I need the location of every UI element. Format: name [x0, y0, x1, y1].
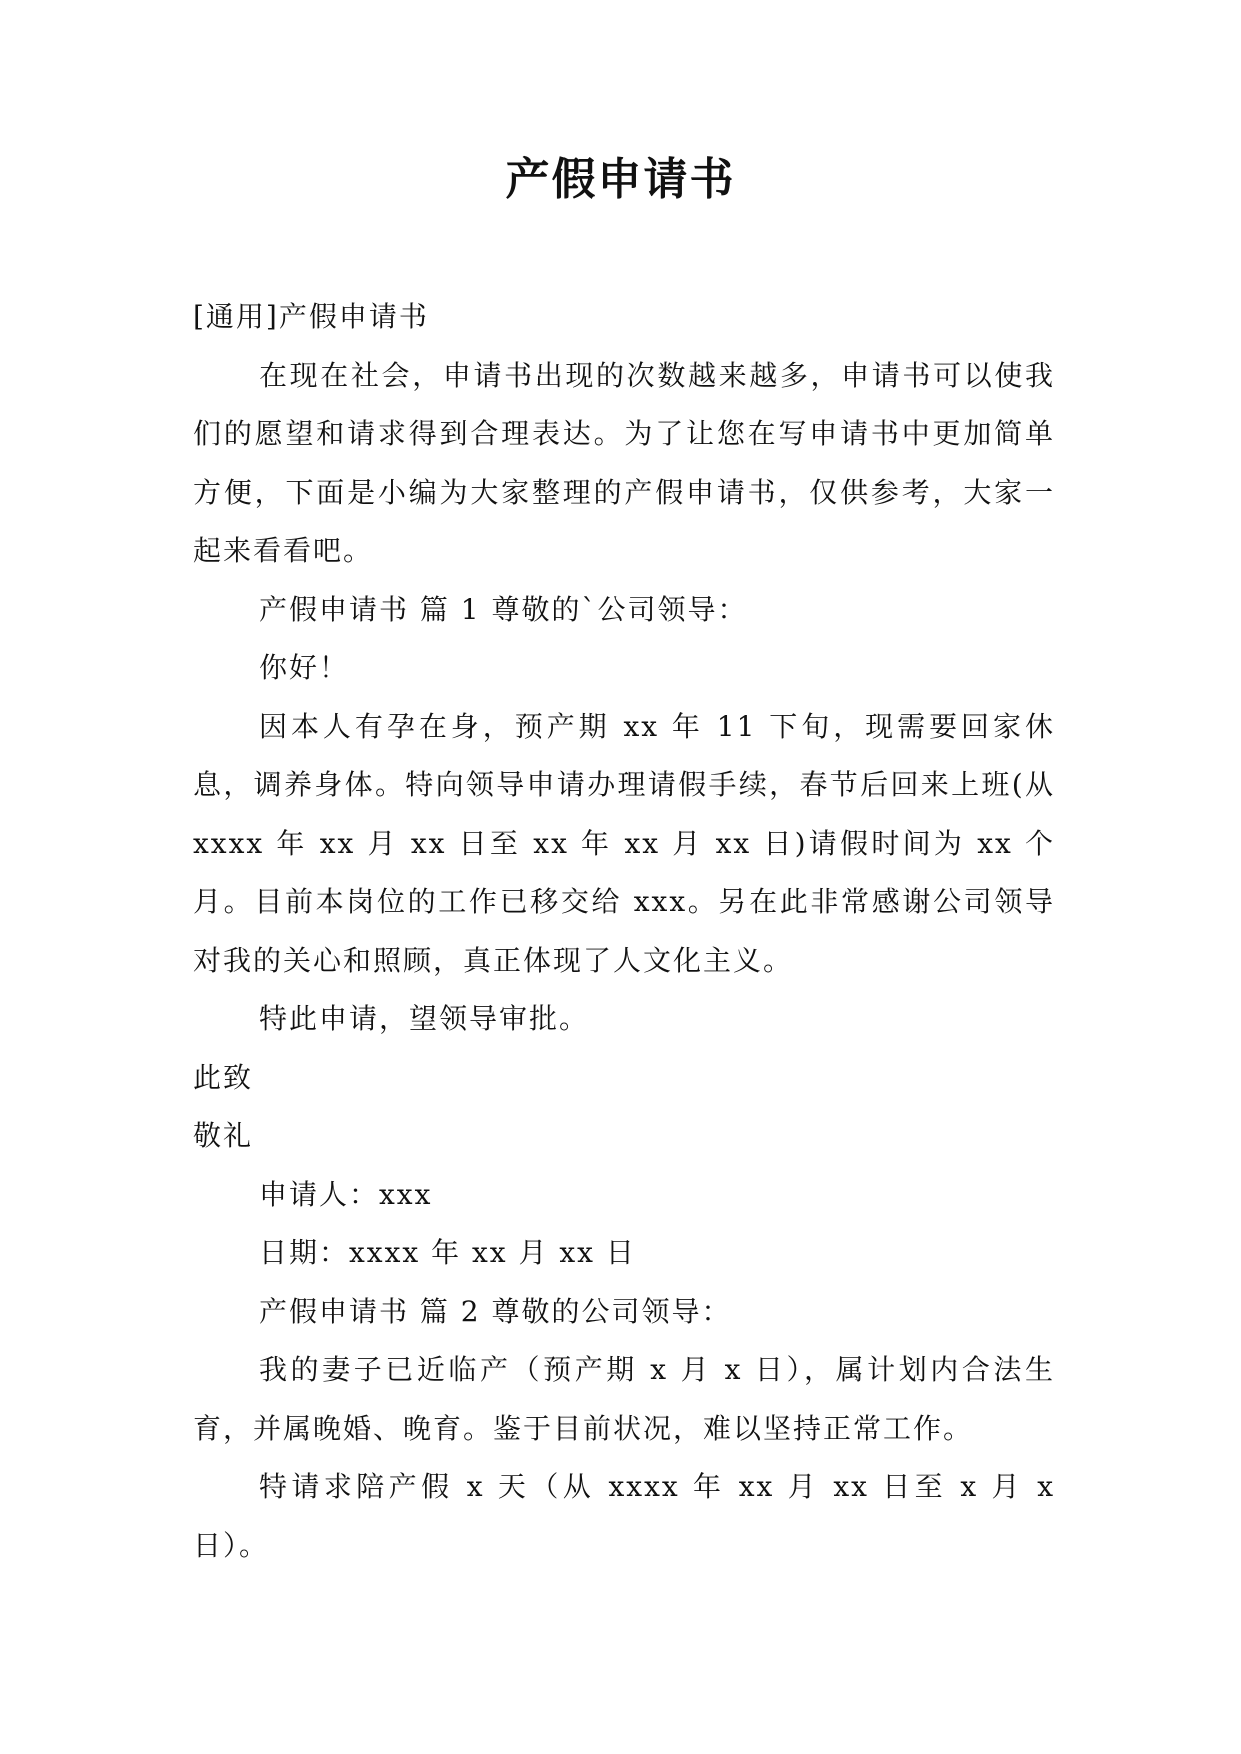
section-1-request: 特此申请，望领导审批。 — [259, 1002, 590, 1035]
date-line: 日期：xxxx 年 xx 月 xx 日 — [259, 1236, 636, 1269]
closing-regards: 敬礼 — [193, 1119, 254, 1152]
section-1-heading: 产假申请书 篇 1 尊敬的`公司领导： — [259, 592, 748, 626]
section-2-request: 特请求陪产假 x 天（从 xxxx 年 xx 月 xx 日至 x 月 x 日）。 — [193, 1470, 1055, 1562]
intro-paragraph: 在现在社会，申请书出现的次数越来越多，申请书可以使我们的愿望和请求得到合理表达。为了让您在写申请书中更加简单方便，下面是小编为大家整理的产假申请书，仅供参考，大家一起来看看吧。 — [193, 358, 1055, 567]
greeting: 你好！ — [259, 651, 350, 684]
document-title: 产假申请书 — [505, 154, 736, 205]
subtitle-line: [通用]产假申请书 — [193, 300, 429, 333]
document-body — [193, 288, 1055, 1575]
section-1-body: 因本人有孕在身，预产期 xx 年 11 下旬，现需要回家休息，调养身体。特向领导申请办理请假手续，春节后回来上班(从 xxxx 年 xx 月 xx 日至 xx 年 xx 月 xx 日)请假时间为 xx 个月。目前本岗位的工作已移交给 xxx。另在此非常感谢公司领导对我的关心和照顾，真正体现了人文化主义。 — [193, 709, 1055, 977]
applicant-line: 申请人：xxx — [259, 1177, 433, 1211]
closing-salutation: 此致 — [193, 1060, 254, 1094]
section-2-body: 我的妻子已近临产（预产期 x 月 x 日），属计划内合法生育，并属晚婚、晚育。鉴于目前状况，难以坚持正常工作。 — [193, 1353, 1055, 1445]
section-2-heading: 产假申请书 篇 2 尊敬的公司领导： — [259, 1294, 732, 1328]
